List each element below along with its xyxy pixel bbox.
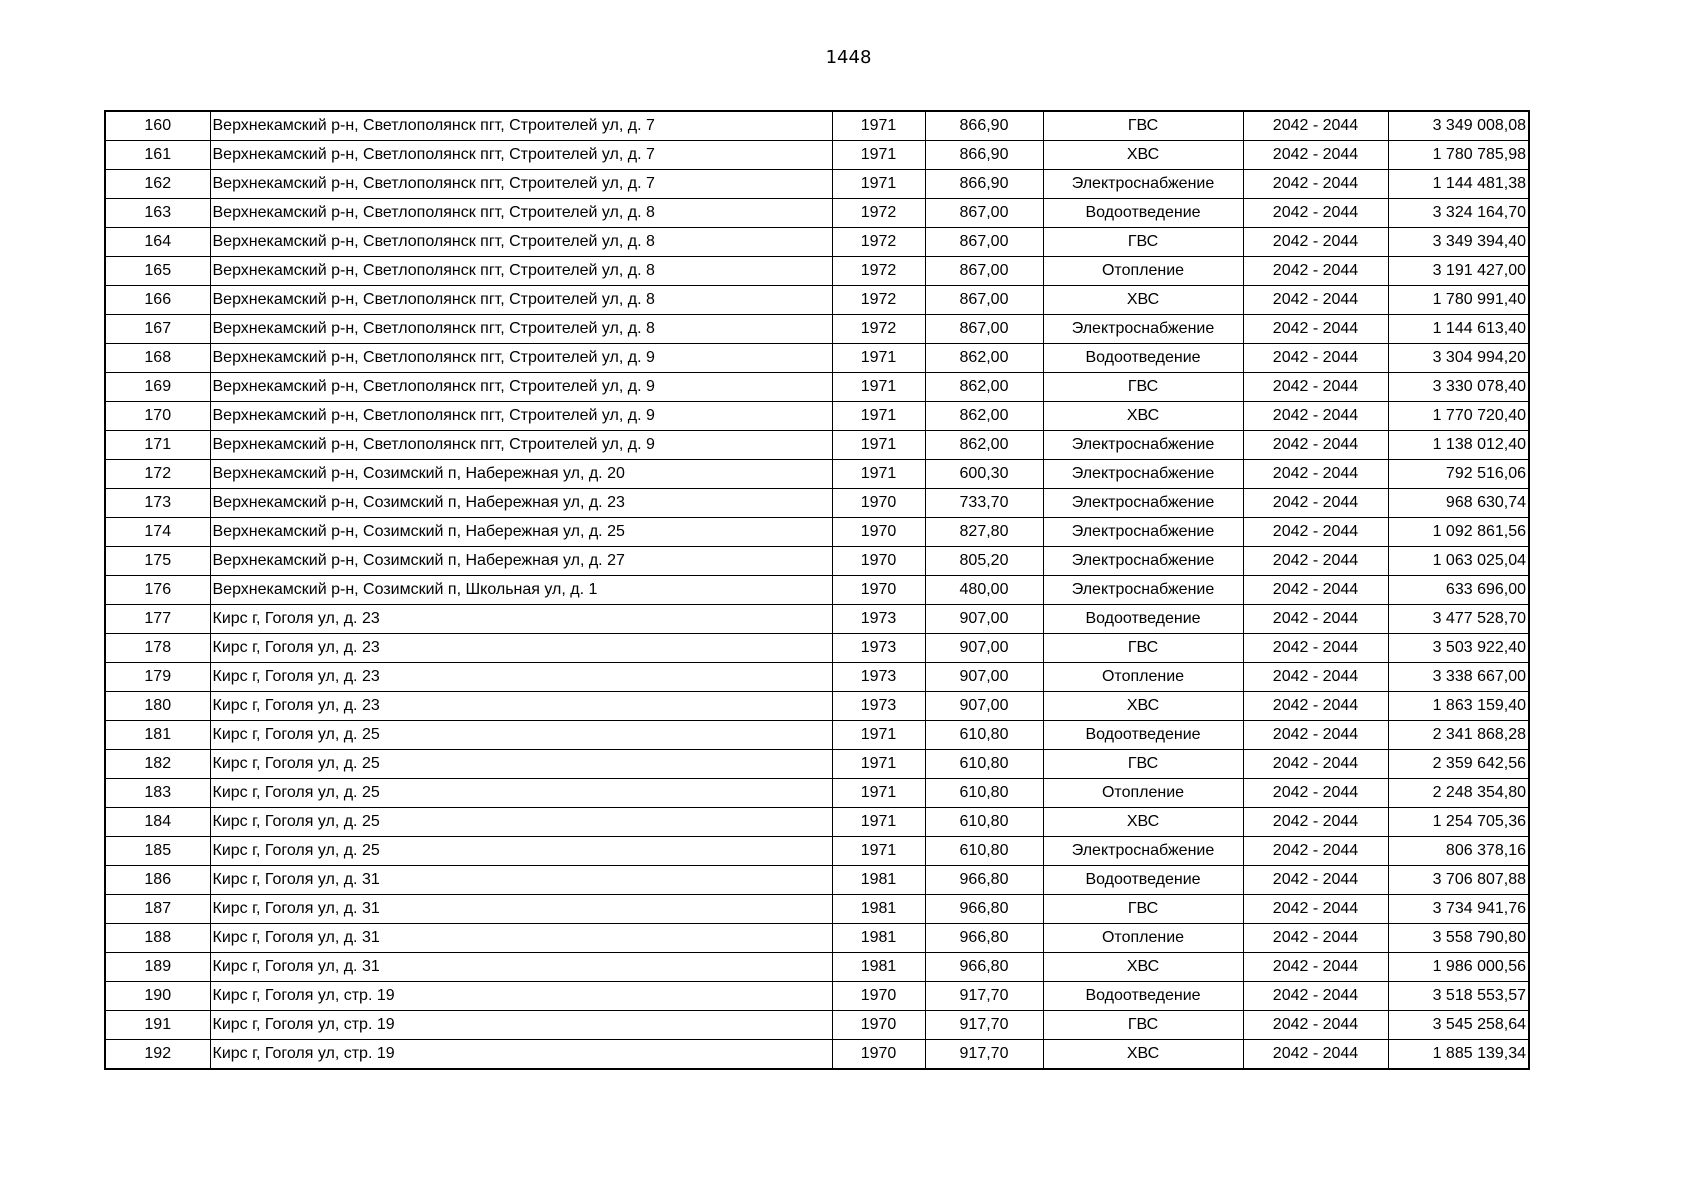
cell-year-built: 1971 [832,750,925,779]
cell-work-type: Электроснабжение [1043,315,1243,344]
cell-area: 966,80 [925,953,1043,982]
cell-period: 2042 - 2044 [1243,111,1388,141]
cell-year-built: 1973 [832,663,925,692]
table-row [105,547,1529,576]
cell-period: 2042 - 2044 [1243,663,1388,692]
cell-year-built: 1971 [832,170,925,199]
cell-address: Кирс г, Гоголя ул, д. 25 [210,750,832,779]
cell-area: 600,30 [925,460,1043,489]
cell-work-type: ХВС [1043,953,1243,982]
cell-cost: 3 191 427,00 [1388,257,1529,286]
cell-work-type: Водоотведение [1043,866,1243,895]
cell-cost: 3 706 807,88 [1388,866,1529,895]
cell-area: 862,00 [925,402,1043,431]
cell-period: 2042 - 2044 [1243,924,1388,953]
cell-cost: 3 477 528,70 [1388,605,1529,634]
cell-row-number: 191 [105,1011,210,1040]
cell-area: 966,80 [925,924,1043,953]
cell-work-type: ГВС [1043,111,1243,141]
table-row [105,982,1529,1011]
table-row [105,953,1529,982]
cell-row-number: 178 [105,634,210,663]
cell-year-built: 1972 [832,199,925,228]
table-row [105,576,1529,605]
cell-work-type: Водоотведение [1043,721,1243,750]
table-row [105,837,1529,866]
cell-cost: 633 696,00 [1388,576,1529,605]
cell-address: Верхнекамский р-н, Светлополянск пгт, Строителей ул, д. 9 [210,344,832,373]
cell-row-number: 164 [105,228,210,257]
table-row [105,808,1529,837]
cell-address: Кирс г, Гоголя ул, д. 31 [210,924,832,953]
cell-area: 480,00 [925,576,1043,605]
cell-row-number: 167 [105,315,210,344]
cell-year-built: 1971 [832,837,925,866]
cell-row-number: 188 [105,924,210,953]
cell-period: 2042 - 2044 [1243,170,1388,199]
cell-work-type: Электроснабжение [1043,547,1243,576]
cell-address: Верхнекамский р-н, Светлополянск пгт, Строителей ул, д. 8 [210,315,832,344]
cell-address: Верхнекамский р-н, Светлополянск пгт, Строителей ул, д. 7 [210,111,832,141]
cell-cost: 1 063 025,04 [1388,547,1529,576]
cell-area: 866,90 [925,141,1043,170]
cell-address: Верхнекамский р-н, Созимский п, Школьная ул, д. 1 [210,576,832,605]
table-row [105,228,1529,257]
cell-area: 917,70 [925,1040,1043,1070]
cell-area: 610,80 [925,779,1043,808]
table-row [105,663,1529,692]
cell-address: Кирс г, Гоголя ул, д. 23 [210,634,832,663]
table-row [105,866,1529,895]
cell-area: 907,00 [925,692,1043,721]
cell-year-built: 1973 [832,692,925,721]
cell-address: Верхнекамский р-н, Светлополянск пгт, Строителей ул, д. 9 [210,373,832,402]
cell-work-type: ХВС [1043,808,1243,837]
cell-row-number: 181 [105,721,210,750]
cell-area: 862,00 [925,344,1043,373]
page-number: 1448 [825,47,872,68]
cell-period: 2042 - 2044 [1243,373,1388,402]
cell-year-built: 1971 [832,373,925,402]
cell-cost: 2 248 354,80 [1388,779,1529,808]
cell-cost: 1 863 159,40 [1388,692,1529,721]
table-row [105,489,1529,518]
cell-work-type: Водоотведение [1043,605,1243,634]
cell-year-built: 1973 [832,605,925,634]
cell-work-type: ГВС [1043,1011,1243,1040]
cell-area: 862,00 [925,373,1043,402]
cell-area: 966,80 [925,866,1043,895]
cell-period: 2042 - 2044 [1243,692,1388,721]
cell-address: Кирс г, Гоголя ул, д. 31 [210,953,832,982]
cell-row-number: 169 [105,373,210,402]
cell-work-type: ГВС [1043,373,1243,402]
table-row [105,373,1529,402]
cell-period: 2042 - 2044 [1243,257,1388,286]
cell-work-type: Электроснабжение [1043,170,1243,199]
table-row [105,460,1529,489]
cell-cost: 1 144 613,40 [1388,315,1529,344]
cell-year-built: 1971 [832,721,925,750]
cell-period: 2042 - 2044 [1243,228,1388,257]
cell-year-built: 1971 [832,460,925,489]
cell-cost: 3 349 008,08 [1388,111,1529,141]
cell-area: 610,80 [925,750,1043,779]
cell-row-number: 175 [105,547,210,576]
cell-area: 866,90 [925,111,1043,141]
cell-period: 2042 - 2044 [1243,634,1388,663]
cell-period: 2042 - 2044 [1243,199,1388,228]
cell-area: 827,80 [925,518,1043,547]
cell-row-number: 170 [105,402,210,431]
cell-row-number: 184 [105,808,210,837]
table-row [105,779,1529,808]
cell-year-built: 1972 [832,315,925,344]
cell-year-built: 1971 [832,344,925,373]
cell-address: Верхнекамский р-н, Созимский п, Набережная ул, д. 20 [210,460,832,489]
cell-period: 2042 - 2044 [1243,402,1388,431]
cell-address: Кирс г, Гоголя ул, стр. 19 [210,1011,832,1040]
cell-work-type: Отопление [1043,924,1243,953]
cell-period: 2042 - 2044 [1243,576,1388,605]
cell-area: 733,70 [925,489,1043,518]
table-row [105,431,1529,460]
cell-row-number: 177 [105,605,210,634]
cell-cost: 806 378,16 [1388,837,1529,866]
cell-area: 867,00 [925,315,1043,344]
cell-row-number: 171 [105,431,210,460]
cell-cost: 3 503 922,40 [1388,634,1529,663]
cell-address: Кирс г, Гоголя ул, д. 23 [210,663,832,692]
cell-area: 867,00 [925,199,1043,228]
cell-period: 2042 - 2044 [1243,460,1388,489]
cell-area: 907,00 [925,605,1043,634]
cell-work-type: Электроснабжение [1043,837,1243,866]
cell-cost: 2 359 642,56 [1388,750,1529,779]
cell-year-built: 1972 [832,257,925,286]
cell-row-number: 180 [105,692,210,721]
cell-cost: 1 254 705,36 [1388,808,1529,837]
cell-address: Верхнекамский р-н, Созимский п, Набережная ул, д. 25 [210,518,832,547]
cell-address: Кирс г, Гоголя ул, д. 31 [210,895,832,924]
cell-cost: 3 518 553,57 [1388,982,1529,1011]
cell-year-built: 1971 [832,808,925,837]
cell-address: Верхнекамский р-н, Светлополянск пгт, Строителей ул, д. 8 [210,228,832,257]
cell-cost: 3 330 078,40 [1388,373,1529,402]
cell-year-built: 1970 [832,1011,925,1040]
cell-row-number: 187 [105,895,210,924]
cell-address: Верхнекамский р-н, Светлополянск пгт, Строителей ул, д. 8 [210,286,832,315]
cell-address: Верхнекамский р-н, Светлополянск пгт, Строителей ул, д. 9 [210,431,832,460]
cell-row-number: 179 [105,663,210,692]
table-row [105,692,1529,721]
cell-year-built: 1970 [832,518,925,547]
cell-year-built: 1981 [832,924,925,953]
cell-year-built: 1973 [832,634,925,663]
cell-area: 917,70 [925,1011,1043,1040]
cell-period: 2042 - 2044 [1243,547,1388,576]
cell-year-built: 1970 [832,489,925,518]
table-row [105,1040,1529,1070]
cell-period: 2042 - 2044 [1243,518,1388,547]
cell-cost: 1 092 861,56 [1388,518,1529,547]
cell-year-built: 1970 [832,576,925,605]
cell-year-built: 1971 [832,111,925,141]
cell-work-type: ГВС [1043,750,1243,779]
cell-period: 2042 - 2044 [1243,489,1388,518]
cell-cost: 792 516,06 [1388,460,1529,489]
table-row [105,402,1529,431]
cell-row-number: 183 [105,779,210,808]
table-row [105,286,1529,315]
cell-cost: 1 986 000,56 [1388,953,1529,982]
cell-year-built: 1971 [832,402,925,431]
cell-work-type: Водоотведение [1043,199,1243,228]
cell-row-number: 174 [105,518,210,547]
cell-address: Кирс г, Гоголя ул, д. 23 [210,605,832,634]
cell-address: Кирс г, Гоголя ул, д. 25 [210,808,832,837]
cell-work-type: ХВС [1043,141,1243,170]
cell-row-number: 192 [105,1040,210,1070]
cell-year-built: 1981 [832,895,925,924]
cell-cost: 3 545 258,64 [1388,1011,1529,1040]
cell-address: Кирс г, Гоголя ул, д. 31 [210,866,832,895]
cell-address: Верхнекамский р-н, Светлополянск пгт, Строителей ул, д. 9 [210,402,832,431]
cell-work-type: ГВС [1043,634,1243,663]
table-row [105,518,1529,547]
cell-period: 2042 - 2044 [1243,1040,1388,1070]
cell-area: 907,00 [925,663,1043,692]
cell-cost: 1 885 139,34 [1388,1040,1529,1070]
cell-period: 2042 - 2044 [1243,721,1388,750]
cell-year-built: 1971 [832,779,925,808]
cell-cost: 3 338 667,00 [1388,663,1529,692]
cell-work-type: Электроснабжение [1043,576,1243,605]
table-row [105,924,1529,953]
cell-address: Верхнекамский р-н, Светлополянск пгт, Строителей ул, д. 8 [210,199,832,228]
cell-area: 610,80 [925,721,1043,750]
cell-period: 2042 - 2044 [1243,431,1388,460]
table-row [105,170,1529,199]
cell-row-number: 160 [105,111,210,141]
table-row [105,605,1529,634]
cell-cost: 3 349 394,40 [1388,228,1529,257]
cell-cost: 3 558 790,80 [1388,924,1529,953]
cell-row-number: 168 [105,344,210,373]
cell-year-built: 1970 [832,547,925,576]
cell-work-type: Водоотведение [1043,982,1243,1011]
table-row [105,344,1529,373]
works-table [104,110,1530,1070]
cell-address: Верхнекамский р-н, Созимский п, Набережная ул, д. 23 [210,489,832,518]
cell-area: 805,20 [925,547,1043,576]
cell-row-number: 163 [105,199,210,228]
cell-work-type: Электроснабжение [1043,489,1243,518]
cell-row-number: 182 [105,750,210,779]
table-row [105,1011,1529,1040]
cell-address: Кирс г, Гоголя ул, д. 25 [210,837,832,866]
cell-period: 2042 - 2044 [1243,866,1388,895]
cell-row-number: 190 [105,982,210,1011]
cell-row-number: 189 [105,953,210,982]
cell-address: Кирс г, Гоголя ул, стр. 19 [210,982,832,1011]
cell-period: 2042 - 2044 [1243,344,1388,373]
cell-work-type: ГВС [1043,228,1243,257]
table-row [105,141,1529,170]
cell-year-built: 1971 [832,431,925,460]
cell-row-number: 162 [105,170,210,199]
cell-year-built: 1981 [832,953,925,982]
cell-work-type: Водоотведение [1043,344,1243,373]
cell-year-built: 1972 [832,228,925,257]
cell-cost: 3 324 164,70 [1388,199,1529,228]
cell-period: 2042 - 2044 [1243,779,1388,808]
cell-period: 2042 - 2044 [1243,837,1388,866]
cell-area: 917,70 [925,982,1043,1011]
cell-row-number: 161 [105,141,210,170]
cell-row-number: 185 [105,837,210,866]
cell-year-built: 1972 [832,286,925,315]
cell-work-type: ХВС [1043,402,1243,431]
cell-row-number: 172 [105,460,210,489]
cell-address: Кирс г, Гоголя ул, стр. 19 [210,1040,832,1070]
cell-address: Верхнекамский р-н, Светлополянск пгт, Строителей ул, д. 7 [210,141,832,170]
cell-cost: 3 734 941,76 [1388,895,1529,924]
cell-address: Кирс г, Гоголя ул, д. 23 [210,692,832,721]
cell-address: Верхнекамский р-н, Светлополянск пгт, Строителей ул, д. 7 [210,170,832,199]
cell-work-type: ХВС [1043,1040,1243,1070]
cell-area: 610,80 [925,808,1043,837]
table-row [105,199,1529,228]
table-row [105,721,1529,750]
cell-cost: 1 770 720,40 [1388,402,1529,431]
cell-year-built: 1970 [832,982,925,1011]
cell-year-built: 1970 [832,1040,925,1070]
cell-cost: 2 341 868,28 [1388,721,1529,750]
cell-area: 862,00 [925,431,1043,460]
cell-period: 2042 - 2044 [1243,895,1388,924]
cell-cost: 3 304 994,20 [1388,344,1529,373]
cell-address: Верхнекамский р-н, Светлополянск пгт, Строителей ул, д. 8 [210,257,832,286]
cell-work-type: ХВС [1043,692,1243,721]
cell-work-type: Электроснабжение [1043,431,1243,460]
cell-area: 866,90 [925,170,1043,199]
cell-period: 2042 - 2044 [1243,953,1388,982]
cell-area: 867,00 [925,228,1043,257]
cell-area: 907,00 [925,634,1043,663]
cell-period: 2042 - 2044 [1243,1011,1388,1040]
cell-period: 2042 - 2044 [1243,315,1388,344]
cell-period: 2042 - 2044 [1243,141,1388,170]
cell-row-number: 176 [105,576,210,605]
cell-period: 2042 - 2044 [1243,286,1388,315]
table-body [105,111,1529,1069]
cell-cost: 1 144 481,38 [1388,170,1529,199]
cell-work-type: Отопление [1043,663,1243,692]
cell-area: 867,00 [925,257,1043,286]
cell-period: 2042 - 2044 [1243,982,1388,1011]
cell-cost: 1 780 991,40 [1388,286,1529,315]
cell-cost: 1 780 785,98 [1388,141,1529,170]
cell-period: 2042 - 2044 [1243,750,1388,779]
table-row [105,750,1529,779]
table-row [105,315,1529,344]
cell-cost: 1 138 012,40 [1388,431,1529,460]
cell-work-type: Электроснабжение [1043,460,1243,489]
cell-period: 2042 - 2044 [1243,605,1388,634]
table-row [105,111,1529,141]
cell-row-number: 166 [105,286,210,315]
cell-area: 867,00 [925,286,1043,315]
cell-row-number: 186 [105,866,210,895]
cell-row-number: 165 [105,257,210,286]
cell-row-number: 173 [105,489,210,518]
cell-address: Кирс г, Гоголя ул, д. 25 [210,779,832,808]
table-row [105,895,1529,924]
cell-work-type: ХВС [1043,286,1243,315]
cell-work-type: Отопление [1043,257,1243,286]
cell-work-type: ГВС [1043,895,1243,924]
cell-period: 2042 - 2044 [1243,808,1388,837]
cell-work-type: Электроснабжение [1043,518,1243,547]
cell-area: 966,80 [925,895,1043,924]
cell-address: Верхнекамский р-н, Созимский п, Набережная ул, д. 27 [210,547,832,576]
cell-area: 610,80 [925,837,1043,866]
cell-year-built: 1981 [832,866,925,895]
cell-cost: 968 630,74 [1388,489,1529,518]
table-row [105,634,1529,663]
cell-address: Кирс г, Гоголя ул, д. 25 [210,721,832,750]
cell-work-type: Отопление [1043,779,1243,808]
table-row [105,257,1529,286]
cell-year-built: 1971 [832,141,925,170]
